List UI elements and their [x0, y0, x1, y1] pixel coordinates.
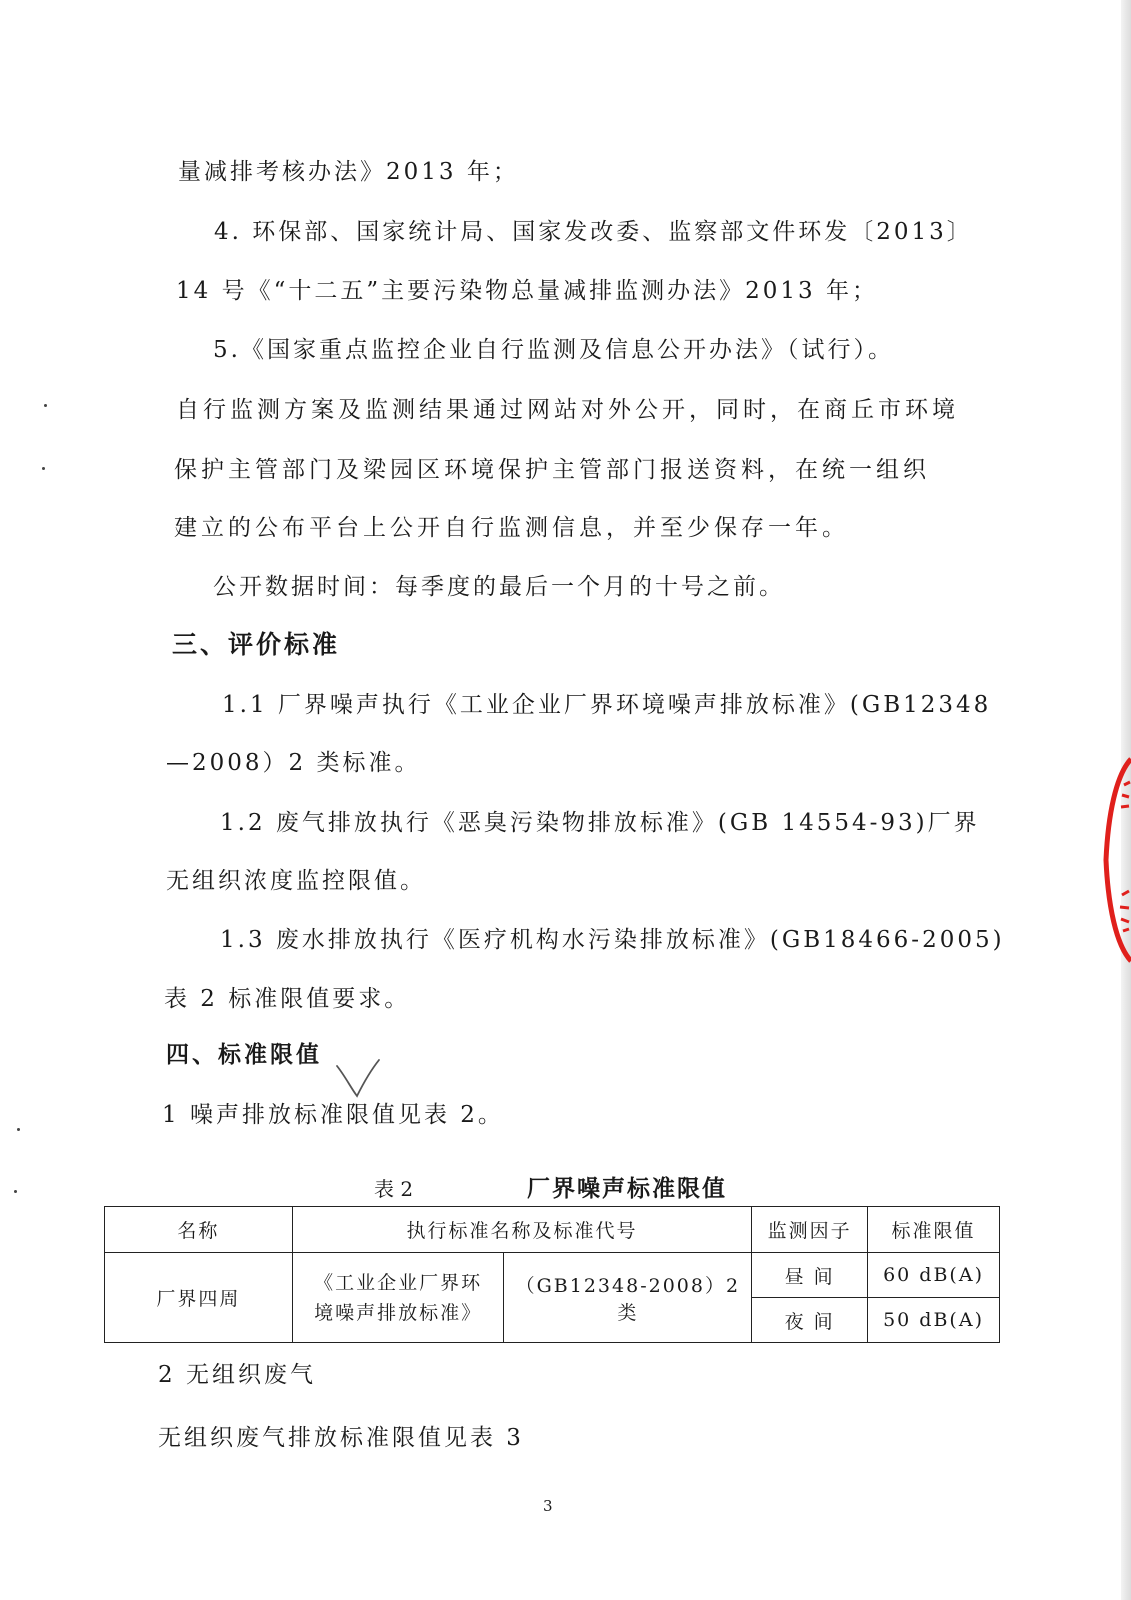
standard-item-line: —2008）2 类标准。 [166, 750, 421, 776]
section-heading-standard-limits: 四、标准限值 [166, 1042, 322, 1068]
table-header-row [105, 1207, 1000, 1253]
scan-speck [17, 1128, 20, 1131]
cell-standard-name [292, 1253, 504, 1343]
standard-item-line: 1.1 厂界噪声执行《工业企业厂界环境噪声排放标准》(GB12348 [222, 692, 992, 718]
paragraph-line: 4. 环保部、国家统计局、国家发改委、监察部文件环发〔2013〕 [214, 219, 973, 245]
cell-day-value: 60 dB(A) [868, 1253, 1000, 1298]
scan-speck [44, 404, 47, 407]
standard-name-line: 境噪声排放标准》 [314, 1301, 483, 1324]
header-limit: 标准限值 [868, 1207, 1000, 1253]
paragraph-line: 5.《国家重点监控企业自行监测及信息公开办法》（试行）。 [213, 337, 894, 363]
noise-intro-text: 1 噪声排放标准限值见表 2。 [162, 1102, 504, 1128]
standard-item-line: 1.3 废水排放执行《医疗机构水污染排放标准》(GB18466-2005) [220, 927, 1005, 953]
scan-speck [14, 1190, 17, 1193]
header-name: 名称 [105, 1207, 293, 1253]
cell-day-label: 昼 间 [752, 1253, 868, 1298]
standard-item-line: 表 2 标准限值要求。 [164, 986, 411, 1012]
gas-intro-text: 无组织废气排放标准限值见表 3 [158, 1425, 524, 1451]
paragraph-line: 自行监测方案及监测结果通过网站对外公开，同时，在商丘市环境 [176, 397, 959, 423]
scan-speck [42, 467, 45, 470]
paragraph-line: 建立的公布平台上公开自行监测信息，并至少保存一年。 [174, 515, 849, 541]
red-seal-stamp-icon [1094, 755, 1131, 965]
standard-item-line: 1.2 废气排放执行《恶臭污染物排放标准》(GB 14554-93)厂界 [220, 810, 980, 836]
paragraph-line: 公开数据时间：每季度的最后一个月的十号之前。 [213, 574, 785, 600]
gas-section-heading: 2 无组织废气 [158, 1362, 316, 1388]
table-row [105, 1253, 1000, 1298]
table-label: 表 2 [374, 1177, 414, 1201]
standard-name-line: 《工业企业厂界环 [314, 1271, 483, 1294]
cell-night-label: 夜 间 [752, 1298, 868, 1343]
cell-location: 厂界四周 [105, 1253, 293, 1343]
paragraph-line: 保护主管部门及梁园区环境保护主管部门报送资料，在统一组织 [174, 457, 930, 483]
cell-night-value: 50 dB(A) [868, 1298, 1000, 1343]
page-number: 3 [543, 1497, 553, 1515]
handwritten-check-icon [335, 1058, 381, 1100]
table-title: 厂界噪声标准限值 [527, 1176, 727, 1202]
header-standard: 执行标准名称及标准代号 [292, 1207, 752, 1253]
paragraph-line: 量减排考核办法》2013 年； [178, 159, 519, 185]
header-factor: 监测因子 [752, 1207, 868, 1253]
paragraph-line: 14 号《“十二五”主要污染物总量减排监测办法》2013 年； [176, 278, 878, 304]
cell-standard-code: （GB12348-2008）2 类 [504, 1253, 752, 1343]
noise-limit-table [104, 1206, 1000, 1343]
section-heading-evaluation-standards: 三、评价标准 [172, 630, 341, 659]
standard-item-line: 无组织浓度监控限值。 [166, 868, 426, 894]
